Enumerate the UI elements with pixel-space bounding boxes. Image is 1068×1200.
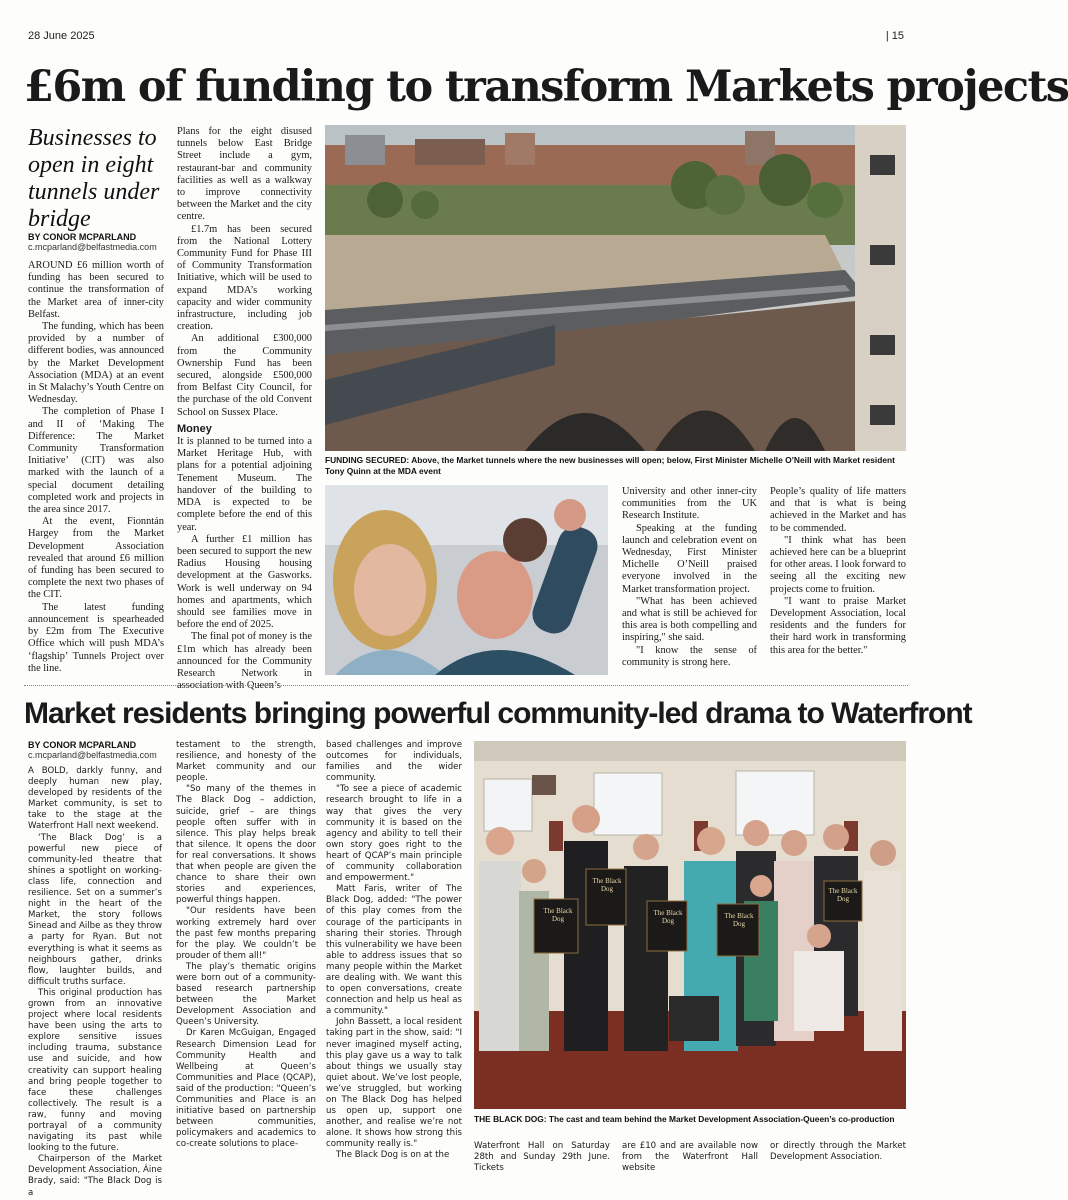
paragraph: AROUND £6 million worth of funding has been secured to continue the transformation of the Market area of inner-city Belfast. [28, 260, 164, 320]
paragraph: The completion of Phase I and II of ‘Making The Difference: The Market Community Transformation Initiative’ (CIT) was also marked with the launch of a special document detailing completed work and projects in the area since 2017. [28, 406, 164, 516]
paragraph: A BOLD, darkly funny, and deeply human new play, developed by residents of the Market community, is set to take to the stage at the Waterfront Hall next weekend. [28, 766, 162, 832]
byline-email: c.mcparland@belfastmedia.com [28, 750, 157, 760]
paragraph: At the event, Fionntán Hargey from the Market Development Association revealed that around £6 million of funding has been secured to complete the next two phases of the CIT. [28, 516, 164, 601]
paragraph: "What has been achieved and what is still be achieved for this area is both compelling and inspiring," she said. [622, 595, 757, 644]
story2-column-1 [28, 766, 162, 1199]
story1-caption: FUNDING SECURED: Above, the Market tunnels where the new businesses will open; below, First Minister Michelle O’Neill with Market resident Tony Quinn at the MDA event [325, 455, 895, 476]
poster-title: The Black Dog [828, 887, 858, 903]
paragraph: This original production has grown from an innovative project where local residents have been using the arts to explore sensitive issues including trauma, substance use and suicide, and how creativity can support healing and bring people together to face these challenges collectively. The result is a raw, funny and moving portrayal of a community navigating its past while looking to the future. [28, 987, 162, 1154]
paragraph: Speaking at the funding launch and celebration event on Wednesday, First Minister Michelle O’Neill praised everyone involved in the Market transformation project. [622, 522, 757, 595]
poster-title: The Black Dog [592, 877, 622, 893]
paragraph: "I think what has been achieved here can be a blueprint for other areas. I look forward to seeing all the exciting new projects come to fruition. [770, 534, 906, 595]
paragraph: University and other inner-city communities from the UK Research Institute. [622, 486, 757, 522]
story-divider [24, 685, 908, 686]
paragraph: Dr Karen McGuigan, Engaged Research Dimension Lead for Community Health and Wellbeing at Queen’s Communities and Place (QCAP), said of the production: "Queen’s Communities and Place is an initiative based on partnership between communities, policymakers and academics to co-create solutions to place- [176, 1028, 316, 1150]
paragraph: It is planned to be turned into a Market Heritage Hub, with plans for a potential adjoining Tenement Museum. The handover of the building to MDA is expected to be complete before the end of this year. [177, 436, 312, 533]
story1-byline [28, 232, 178, 252]
story1-standfirst: Businesses to open in eight tunnels under bridge [28, 125, 160, 232]
paragraph: The funding, which has been provided by a number of different bodies, was announced by the Market Development Association (MDA) at an event in St Malachy’s Youth Centre on Wednesday. [28, 321, 164, 406]
story2-column-2 [176, 740, 316, 1150]
oneill-photo-image [325, 485, 608, 675]
paragraph: £1.7m has been secured from the National Lottery Community Fund for Phase III of Community Transformation Initiative, which will be used to expand MDA’s working capacity and wider community infrastructure, including job creation. [177, 223, 312, 333]
paragraph: John Bassett, a local resident taking part in the show, said: "I never imagined myself acting, this play gave us a way to talk about things we usually stay quiet about. We’ve lost people, we’ve struggled, but working on The Black Dog has helped us open up, support one another, and realise we’re not alone. It shows how strong this community really is." [326, 1017, 462, 1150]
story2-caption: THE BLACK DOG: The cast and team behind the Market Development Association-Queen’s co-production [474, 1114, 895, 1124]
tunnels-photo-image [325, 125, 906, 451]
paragraph: Waterfront Hall on Saturday 28th and Sunday 29th June. Tickets [474, 1141, 610, 1174]
issue-date: 28 June 2025 [28, 30, 95, 42]
cast-photo [474, 741, 906, 1109]
paragraph: People’s quality of life matters and that is what is being achieved in the Market and has to be commended. [770, 486, 906, 534]
story1-column-2 [177, 126, 312, 692]
paragraph: Plans for the eight disused tunnels below East Bridge Street include a gym, restaurant-bar and community facilities as well as a walkway to improve connectivity between the Market and the city centre. [177, 126, 312, 223]
byline-author: BY CONOR MCPARLAND [28, 232, 137, 242]
byline-email: c.mcparland@belfastmedia.com [28, 242, 157, 252]
story2-byline [28, 740, 178, 760]
paragraph: The play’s thematic origins were born out of a community-based research partnership between the Market Development Association and Queen’s University. [176, 961, 316, 1028]
poster-title: The Black Dog [543, 907, 573, 923]
story2-tail-2 [622, 1141, 758, 1174]
paragraph: are £10 and are available now from the Waterfront Hall website [622, 1141, 758, 1174]
story2-tail-1 [474, 1141, 610, 1174]
paragraph: "I want to praise Market Development Association, local residents and the funders for their hard work in transforming this area for the better." [770, 595, 906, 656]
paragraph: "Our residents have been working extremely hard over the past few months preparing for the play. We couldn’t be prouder of them all!" [176, 906, 316, 961]
paragraph: Matt Faris, writer of The Black Dog, added: "The power of this play comes from the courage of the participants in sharing their stories. Through this vulnerability we have been able to address issues that so many people within the Market are dealing with. We want this to open conversations, create connection and help us heal as a community." [326, 884, 462, 1017]
tunnels-photo [325, 125, 906, 451]
money-subhead: Money [177, 422, 212, 435]
paragraph: An additional £300,000 from the Community Ownership Fund has been secured, alongside £500,000 from Belfast City Council, for the purchase of the old Convent School on Sussex Place. [177, 333, 312, 418]
story1-column-1 [28, 260, 164, 675]
oneill-photo [325, 485, 608, 675]
story2-tail-3 [770, 1141, 906, 1163]
cast-photo-image [474, 741, 906, 1109]
story2-headline: Market residents bringing powerful community-led drama to Waterfront [24, 697, 972, 730]
paragraph: testament to the strength, resilience, and honesty of the Market community and our people. [176, 740, 316, 784]
paragraph: "I know the sense of community is strong here. [622, 644, 757, 668]
byline-author: BY CONOR MCPARLAND [28, 740, 137, 750]
paragraph: The latest funding announcement is spearheaded by £2m from The Executive Office which will push MDA’s ‘flagship’ Tunnels Project over the line. [28, 601, 164, 674]
poster-title: The Black Dog [653, 909, 683, 925]
paragraph: or directly through the Market Development Association. [770, 1141, 906, 1163]
story1-headline: £6m of funding to transform Markets projects [24, 62, 1068, 112]
story1-column-3 [622, 486, 757, 669]
story1-column-4 [770, 486, 906, 657]
page-number: | 15 [885, 30, 904, 42]
paragraph: Chairperson of the Market Development Association, Áine Brady, said: "The Black Dog is a [28, 1154, 162, 1198]
paragraph: "So many of the themes in The Black Dog – addiction, suicide, grief – are things people often suffer with in silence. This play helps break that silence. It opens the door for real conversations. It shows that when people are given the chance to share their own stories and experiences, powerful things happen. [176, 784, 316, 906]
paragraph: The Black Dog is on at the [336, 1150, 450, 1161]
paragraph: based challenges and improve outcomes for individuals, families and the wider community. [326, 740, 462, 784]
paragraph: "To see a piece of academic research brought to life in a way that gives the very community it is based on the agency and ability to tell their own story goes right to the heart of QCAP’s main principle of community collaboration and empowerment." [326, 784, 462, 884]
paragraph: The final pot of money is the £1m which has already been announced for the Community Research Network in association with Queen’s [177, 631, 312, 692]
paragraph: A further £1 million has been secured to support the new Radius Housing housing development at the Gasworks. Work is well underway on 94 homes and apartments, which should see families move in before the end of 2025. [177, 533, 312, 631]
poster-title: The Black Dog [724, 912, 754, 928]
paragraph: ‘The Black Dog’ is a powerful new piece of community-led theatre that shines a spotlight on working-class life, connection and resilience. Set on a summer’s night in the heart of the Market, the story follows Sinead and Ailbe as they throw a party for Ryan. But not everything is what it seems as neighbours gather, drinks flow, laughter builds, and difficult truths surface. [28, 832, 162, 987]
story2-column-3 [326, 740, 462, 1162]
